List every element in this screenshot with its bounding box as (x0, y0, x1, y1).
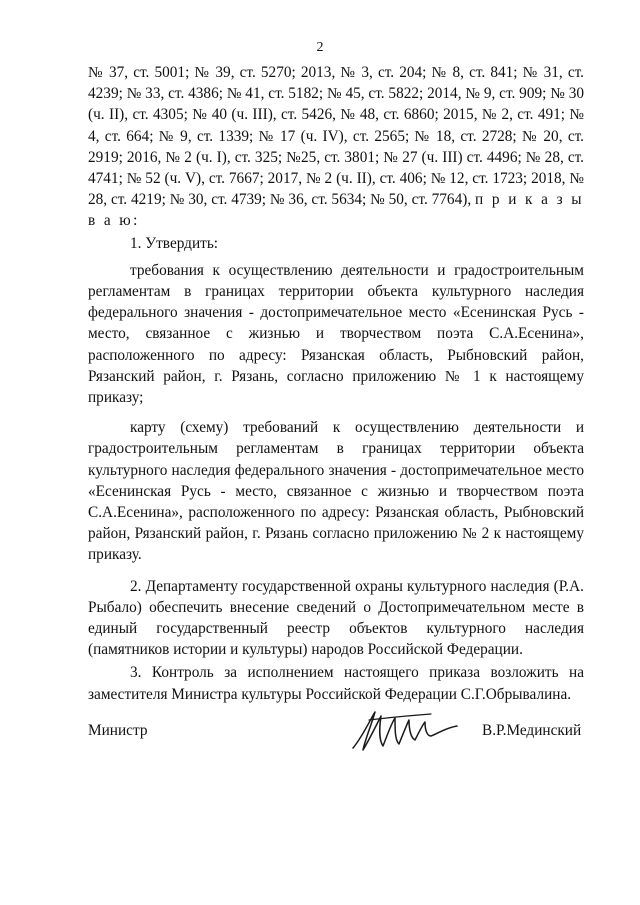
page-number: 2 (316, 40, 324, 55)
map-scheme-paragraph: карту (схему) требований к осуществлению деятельности и градостроительным регламентам в границах территории объекта культурного наследия федерального значения - достопримечательное место «Есенинская Русь - место, связанное с жизнью и творчеством поэта С.А.Есенина», расположенного по адресу: Рязанская область, Рыбновский район, Рязанский район, г. Рязань согласно приложению № 2 к настоящему приказу. (88, 419, 584, 564)
signatory-name: В.Р.Мединский (482, 722, 582, 739)
signatory-position: Министр (88, 722, 148, 739)
item-1-heading: 1. Утвердить: (130, 234, 219, 252)
legal-references-text: № 37, ст. 5001; № 39, ст. 5270; 2013, № 3, ст. 204; № 8, ст. 841; № 31, ст. 4239; № 33, ст. 4386; № 41, ст. 5182; № 45, ст. 5822; 2014, № 9, ст. 909; № 30 (ч. II), ст. 4305; № 40 (ч. III), ст. 5426, № 48, ст. 6860; 2015, № 2, ст. 491; № 4, ст. 664; № 9, ст. 1339; № 17 (ч. IV), ст. 2565; № 18, ст. 2728; № 20, ст. 2919; 2016, № 2 (ч. I), ст. 325; №25, ст. 3801; № 27 (ч. III) ст. 4496; № 28, ст. 4741; № 52 (ч. V), ст. 7667; 2017, № 2 (ч. II), ст. 406; № 12, ст. 1723; 2018, № 28, ст. 4219; № 30, ст. 4739; № 36, ст. 5634; № 50, ст. 7764), (88, 64, 584, 209)
item-3-paragraph: 3. Контроль за исполнением настоящего приказа возложить на заместителя Министра культуры Российской Федерации С.Г.Обрывалина. (88, 664, 584, 703)
document-body (88, 62, 584, 705)
item-2-paragraph: 2. Департаменту государственной охраны культурного наследия (Р.А. Рыбало) обеспечить внесение сведений о Достопримечательном месте в единый государственный реестр объектов культурного наследия (памятников истории и культуры) народов Российской Федерации. (88, 577, 584, 659)
requirements-paragraph: требования к осуществлению деятельности и градостроительным регламентам в границах территории объекта культурного наследия федерального значения - достопримечательное место «Есенинская Русь - место, связанное с жизнью и творчеством поэта С.А.Есенина», расположенного по адресу: Рязанская область, Рыбновский район, Рязанский район, г. Рязань, согласно приложению № 1 к настоящему приказу; (88, 261, 584, 407)
legal-references-paragraph (88, 62, 584, 232)
order-keyword: п р и к а з ы в а ю: (88, 191, 584, 230)
handwritten-signature (345, 706, 465, 756)
